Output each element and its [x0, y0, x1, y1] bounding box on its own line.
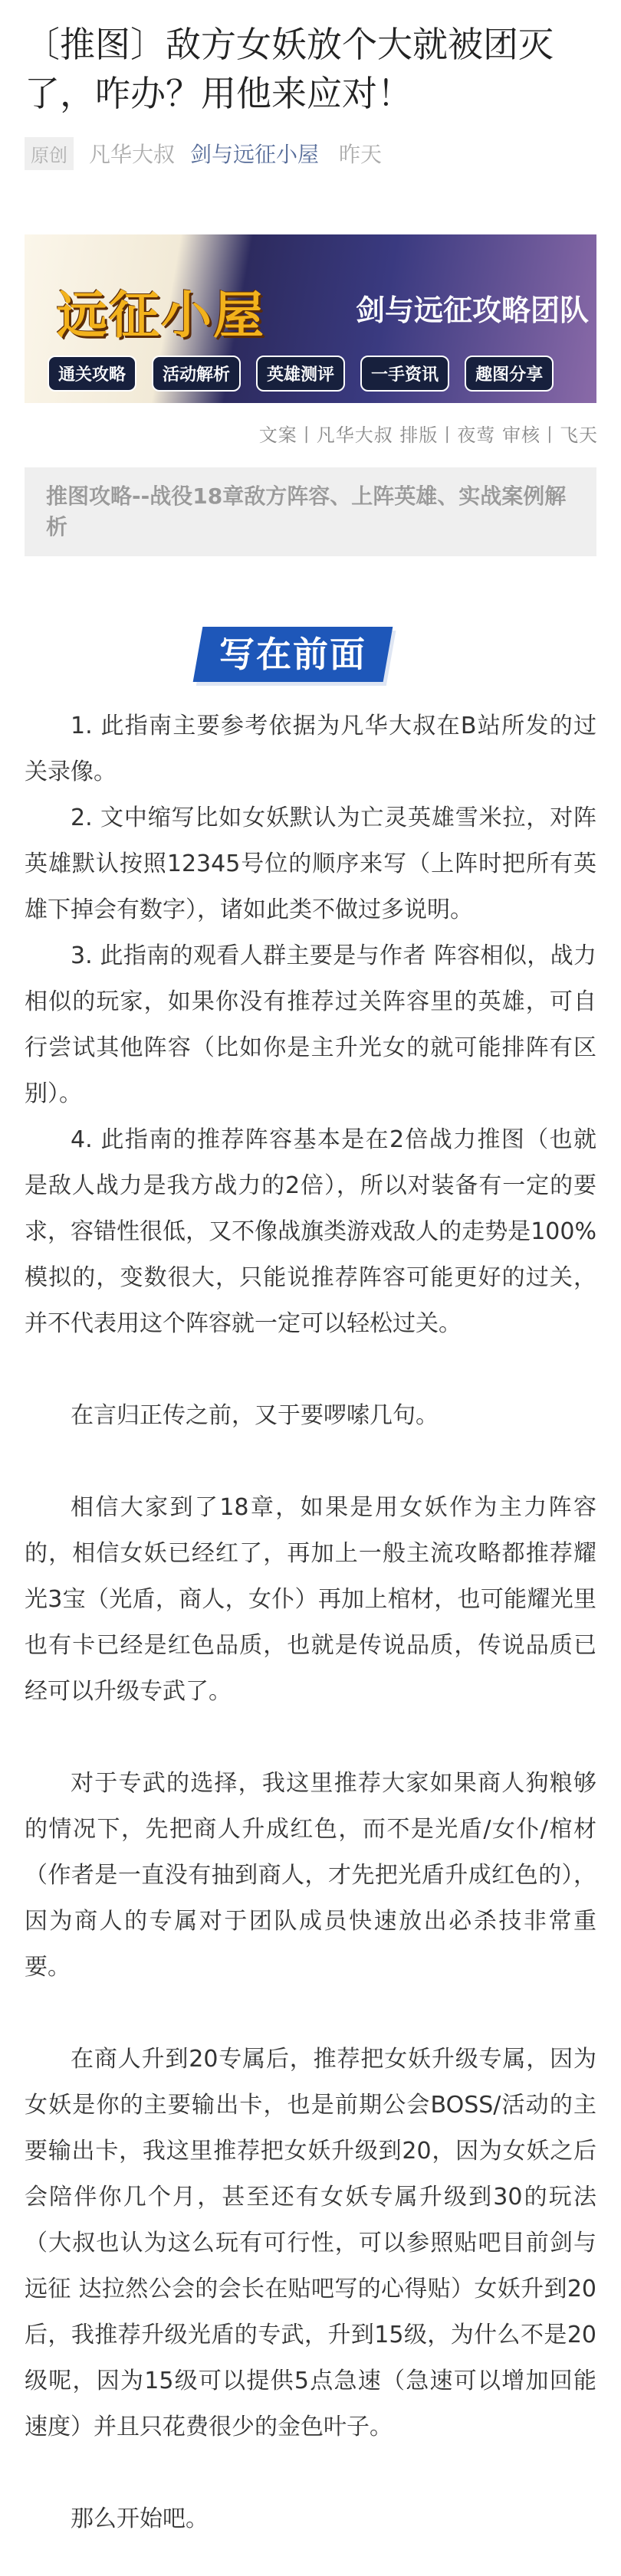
blank-line: [25, 1991, 596, 2037]
banner-button-events: 活动解析: [152, 356, 241, 392]
article-title: 〔推图〕敌方女妖放个大就被团灭了，咋办？用他来应对！: [25, 24, 554, 114]
paragraph: 在言归正传之前，又于要啰嗦几句。: [71, 1402, 439, 1429]
banner-button-fun-images: 趣图分享: [465, 356, 554, 392]
banner-button-news: 一手资讯: [360, 356, 449, 392]
paragraph: 对于专武的选择，我这里推荐大家如果商人狗粮够的情况下，先把商人升成红色，而不是光盾/女仆/棺材（作者是一直没有抽到商人，才先把光盾升成红色的），因为商人的专属对于团队成员快速放出必杀技非常重要。: [25, 1770, 596, 1981]
header-banner: [25, 234, 596, 403]
paragraph: 2. 文中缩写比如女妖默认为亡灵英雄雪米拉，对阵英雄默认按照12345号位的顺序来写（上阵时把所有英雄下掉会有数字），诸如此类不做过多说明。: [25, 805, 596, 923]
paragraph: 3. 此指南的观看人群主要是与作者 阵容相似，战力相似的玩家，如果你没有推荐过关阵容里的英雄，可自行尝试其他阵容（比如你是主升光女的就可能排阵有区别）。: [25, 942, 596, 1107]
article-meta: [25, 136, 382, 170]
blank-line: [25, 1347, 596, 1393]
paragraph: 1. 此指南主要参考依据为凡华大叔在B站所发的过关录像。: [25, 713, 596, 785]
paragraph: 4. 此指南的推荐阵容基本是在2倍战力推图（也就是敌人战力是我方战力的2倍），所以对装备有一定的要求，容错性很低，又不像战旗类游戏敌人的走势是100%模拟的，变数很大，只能说推荐阵容可能更好的过关，并不代表用这个阵容就一定可以轻松过关。: [25, 1126, 596, 1337]
original-badge: 原创: [25, 137, 74, 170]
author-name[interactable]: 凡华大叔: [89, 142, 176, 167]
paragraph: 相信大家到了18章，如果是用女妖作为主力阵容的，相信女妖已经红了，再加上一般主流攻略都推荐耀光3宝（光盾，商人，女仆）再加上棺材，也可能耀光里也有卡已经是红色品质，也就是传说品质，传说品质已经可以升级专武了。: [25, 1494, 596, 1705]
banner-category-buttons: [48, 356, 554, 392]
article-body: [25, 703, 596, 2542]
banner-team-name: 剑与远征攻略团队: [356, 293, 590, 327]
summary-box: [25, 467, 596, 556]
banner-button-guides: 通关攻略: [48, 356, 136, 392]
summary-text: 推图攻略--战役18章敌方阵容、上阵英雄、实战案例解析: [46, 483, 567, 539]
blank-line: [25, 2450, 596, 2496]
section-heading: [198, 627, 388, 682]
paragraph: 在商人升到20专属后，推荐把女妖升级专属，因为女妖是你的主要输出卡，也是前期公会BOSS/活动的主要输出卡，我这里推荐把女妖升级到20，因为女妖之后会陪伴你几个月，甚至还有女妖专属升级到30的玩法（大叔也认为这么玩有可行性，可以参照贴吧目前剑与远征 达拉然公会的会长在贴吧写的心得贴）女妖升到20后，我推荐升级光盾的专武，升到15级，为什么不是20级呢，因为15级可以提供5点急速（急速可以增加回能速度）并且只花费很少的金色叶子。: [25, 2046, 596, 2440]
section-heading-text: 写在前面: [219, 634, 366, 675]
banner-logo: 远征小屋: [57, 286, 265, 345]
blank-line: [25, 1715, 596, 1761]
publish-time: 昨天: [339, 142, 383, 167]
banner-button-hero-review: 英雄测评: [256, 356, 345, 392]
account-name-link[interactable]: 剑与远征小屋: [190, 142, 320, 167]
article-credits: 文案丨凡华大叔 排版丨夜莺 审核丨飞天: [258, 424, 598, 446]
paragraph: 那么开始吧。: [71, 2506, 209, 2532]
blank-line: [25, 1439, 596, 1485]
